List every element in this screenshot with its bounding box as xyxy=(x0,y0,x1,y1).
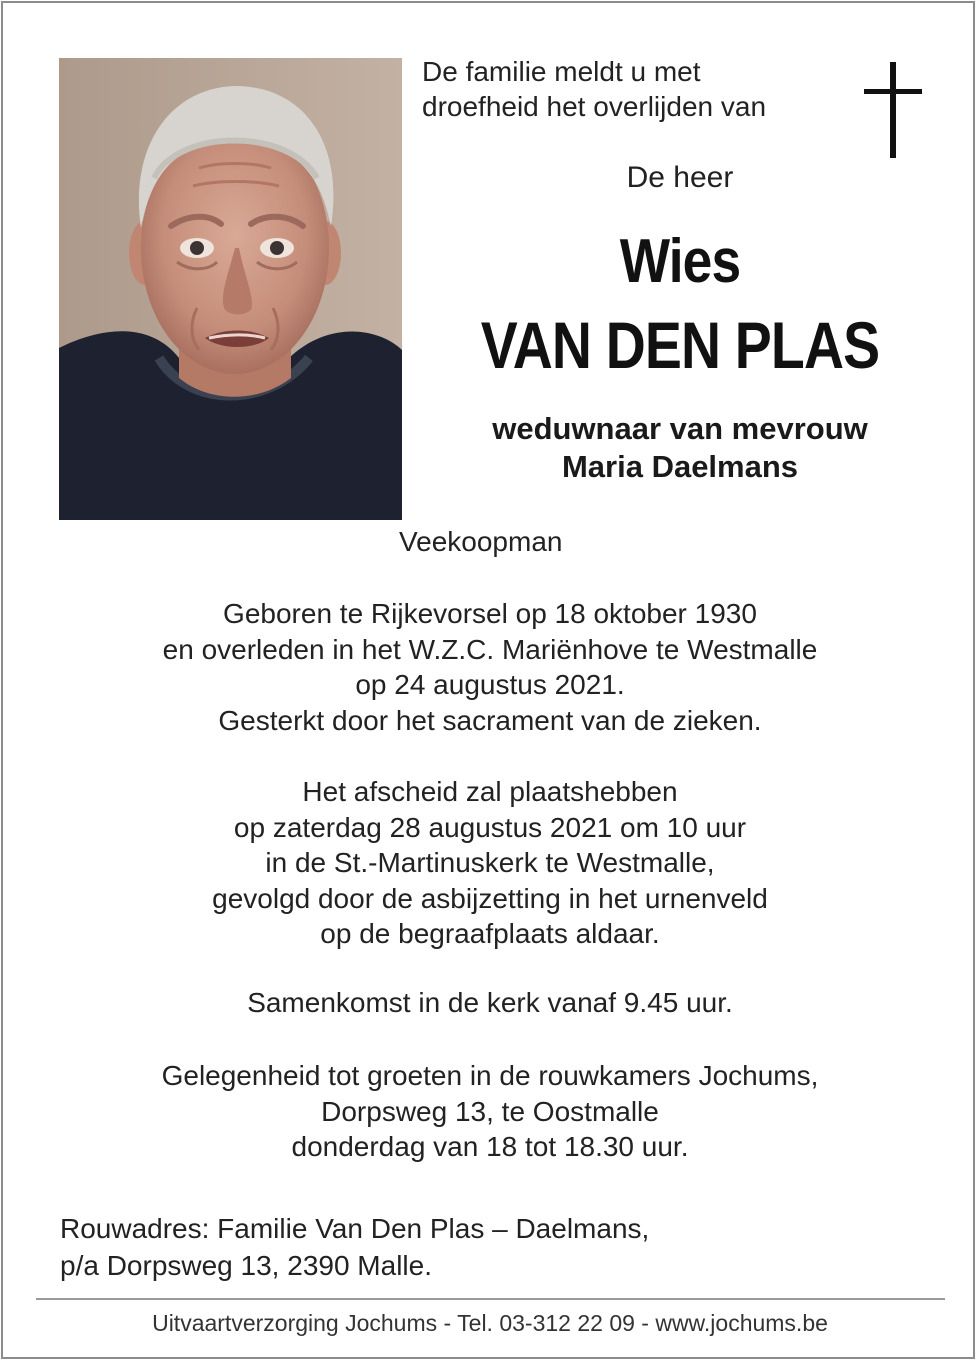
profession: Veekoopman xyxy=(399,526,563,557)
text-line: op 24 augustus 2021. xyxy=(355,669,625,700)
gathering-block xyxy=(0,985,980,1021)
salutation: De heer xyxy=(626,161,734,194)
text-line: Samenkomst in de kerk vanaf 9.45 uur. xyxy=(247,987,733,1018)
text-line: Dorpsweg 13, te Oostmalle xyxy=(321,1095,659,1127)
text-line: Gesterkt door het sacrament van de zieken. xyxy=(218,704,762,736)
widower-line: weduwnaar van mevrouw xyxy=(492,411,868,446)
intro-line: droefheid het overlijden van xyxy=(422,91,767,122)
text-line: op de begraafplaats aldaar. xyxy=(320,918,660,949)
deceased-first-name: Wies xyxy=(619,227,741,296)
text-line: Geboren te Rijkevorsel op 18 oktober 1930 xyxy=(223,598,757,629)
spouse-name: Maria Daelmans xyxy=(561,449,799,484)
farewell-block xyxy=(0,774,980,952)
text-line: op zaterdag 28 augustus 2021 om 10 uur xyxy=(233,811,747,843)
text-line: Gelegenheid tot groeten in de rouwkamers Jochums, xyxy=(161,1060,819,1091)
portrait-photo xyxy=(59,58,402,520)
widower-text xyxy=(430,410,930,486)
address-line: Rouwadres: Familie Van Den Plas – Daelmans, xyxy=(60,1213,650,1244)
visitation-block xyxy=(0,1058,980,1165)
deceased-last-name: VAN DEN PLAS xyxy=(480,308,880,382)
address-line: p/a Dorpsweg 13, 2390 Malle. xyxy=(60,1250,432,1281)
footer-funeral-home: Uitvaartverzorging Jochums - Tel. 03-312 22 09 - www.jochums.be xyxy=(152,1310,828,1336)
intro-line: De familie meldt u met xyxy=(422,56,701,87)
intro-text xyxy=(422,54,842,124)
cross-icon xyxy=(864,62,922,158)
text-line: gevolgd door de asbijzetting in het urnenveld xyxy=(212,882,768,914)
text-line: en overleden in het W.Z.C. Mariënhove te Westmalle xyxy=(162,633,818,665)
text-line: Het afscheid zal plaatshebben xyxy=(302,776,678,807)
divider xyxy=(36,1298,945,1300)
mourning-address xyxy=(60,1210,649,1284)
birth-death-block xyxy=(0,596,980,738)
text-line: in de St.-Martinuskerk te Westmalle, xyxy=(265,847,715,878)
text-line: donderdag van 18 tot 18.30 uur. xyxy=(291,1131,689,1162)
